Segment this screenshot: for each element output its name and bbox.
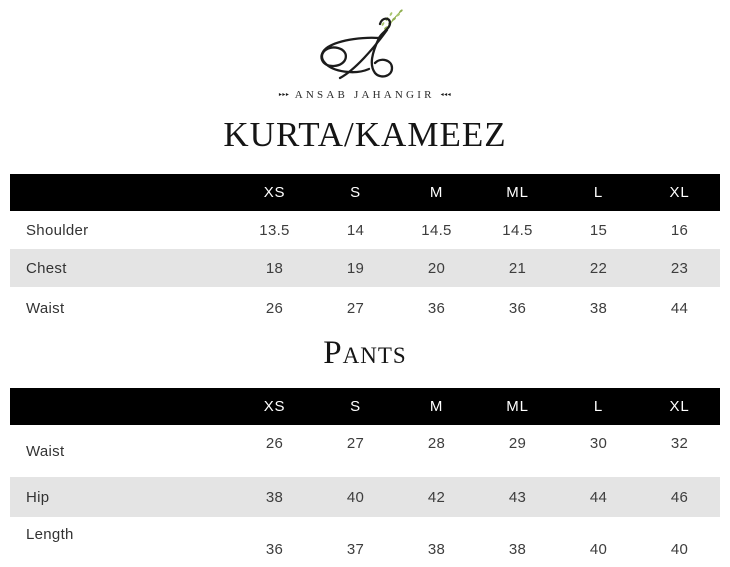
size-value-cell: 19 [346, 259, 365, 277]
size-column-header: M [429, 184, 444, 201]
size-column-header: XL [669, 184, 690, 201]
size-value-cell: 28 [427, 435, 446, 452]
size-value-cell: 15 [589, 221, 608, 239]
size-column-header: S [350, 184, 361, 201]
size-table-row [10, 477, 720, 517]
size-column-header: ML [506, 184, 529, 201]
size-table-row [10, 211, 720, 249]
size-value-cell: 32 [670, 435, 689, 452]
size-value-cell: 27 [346, 299, 365, 317]
kurta-kameez-size-table [10, 174, 720, 329]
size-header-row [10, 174, 720, 211]
size-column-header: L [593, 184, 604, 201]
size-value-cell: 38 [265, 488, 284, 506]
size-value-cell: 36 [508, 299, 527, 317]
left-arrows-ornament-icon: ▸▸▸ [278, 92, 290, 98]
size-value-cell: 14.5 [421, 221, 452, 239]
size-column-header: XS [263, 398, 286, 415]
size-column-header: XS [263, 184, 286, 201]
size-value-cell: 20 [427, 259, 446, 277]
size-value-cell: 46 [670, 488, 689, 506]
size-value-cell: 38 [427, 541, 446, 558]
size-value-cell: 22 [589, 259, 608, 277]
measurement-label: Waist [26, 299, 65, 317]
size-value-cell: 36 [265, 541, 284, 558]
size-value-cell: 18 [265, 259, 284, 277]
section-title-pants: Pants [323, 335, 407, 371]
size-value-cell: 29 [508, 435, 527, 452]
measurement-label: Waist [26, 442, 65, 460]
brand-name: ANSAB JAHANGIR [294, 89, 435, 101]
size-value-cell: 30 [589, 435, 608, 452]
size-value-cell: 44 [670, 299, 689, 317]
size-table-row [10, 249, 720, 287]
size-value-cell: 21 [508, 259, 527, 277]
brand-name-line [0, 88, 730, 102]
size-value-cell: 38 [508, 541, 527, 558]
measurement-label: Chest [26, 259, 67, 277]
right-arrows-ornament-icon: ◂◂◂ [440, 92, 452, 98]
size-table-row [10, 517, 720, 567]
measurement-label: Hip [26, 488, 50, 506]
label-column-header [10, 388, 234, 425]
measurement-label: Length [26, 526, 74, 543]
size-table-row [10, 287, 720, 329]
measurement-label: Shoulder [26, 221, 89, 239]
size-value-cell: 13.5 [259, 221, 290, 239]
size-value-cell: 40 [589, 541, 608, 558]
size-header-row [10, 388, 720, 425]
size-value-cell: 44 [589, 488, 608, 506]
logo-monogram-icon [310, 6, 420, 88]
size-column-header: S [350, 398, 361, 415]
size-value-cell: 42 [427, 488, 446, 506]
kurta-kameez-section [0, 116, 730, 329]
size-table-row [10, 425, 720, 477]
size-value-cell: 14.5 [502, 221, 533, 239]
pants-size-table [10, 388, 720, 567]
size-column-header: ML [506, 398, 529, 415]
size-column-header: M [429, 398, 444, 415]
size-value-cell: 16 [670, 221, 689, 239]
section-title-kurta-kameez: KURTA/KAMEEZ [223, 115, 507, 154]
size-column-header: L [593, 398, 604, 415]
size-value-cell: 27 [346, 435, 365, 452]
size-value-cell: 40 [346, 488, 365, 506]
size-column-header: XL [669, 398, 690, 415]
brand-logo [0, 0, 730, 102]
size-value-cell: 37 [346, 541, 365, 558]
size-value-cell: 38 [589, 299, 608, 317]
size-value-cell: 40 [670, 541, 689, 558]
size-value-cell: 26 [265, 299, 284, 317]
label-column-header [10, 174, 234, 211]
size-value-cell: 23 [670, 259, 689, 277]
size-value-cell: 14 [346, 221, 365, 239]
pants-section [0, 335, 730, 567]
size-value-cell: 43 [508, 488, 527, 506]
size-value-cell: 36 [427, 299, 446, 317]
size-value-cell: 26 [265, 435, 284, 452]
